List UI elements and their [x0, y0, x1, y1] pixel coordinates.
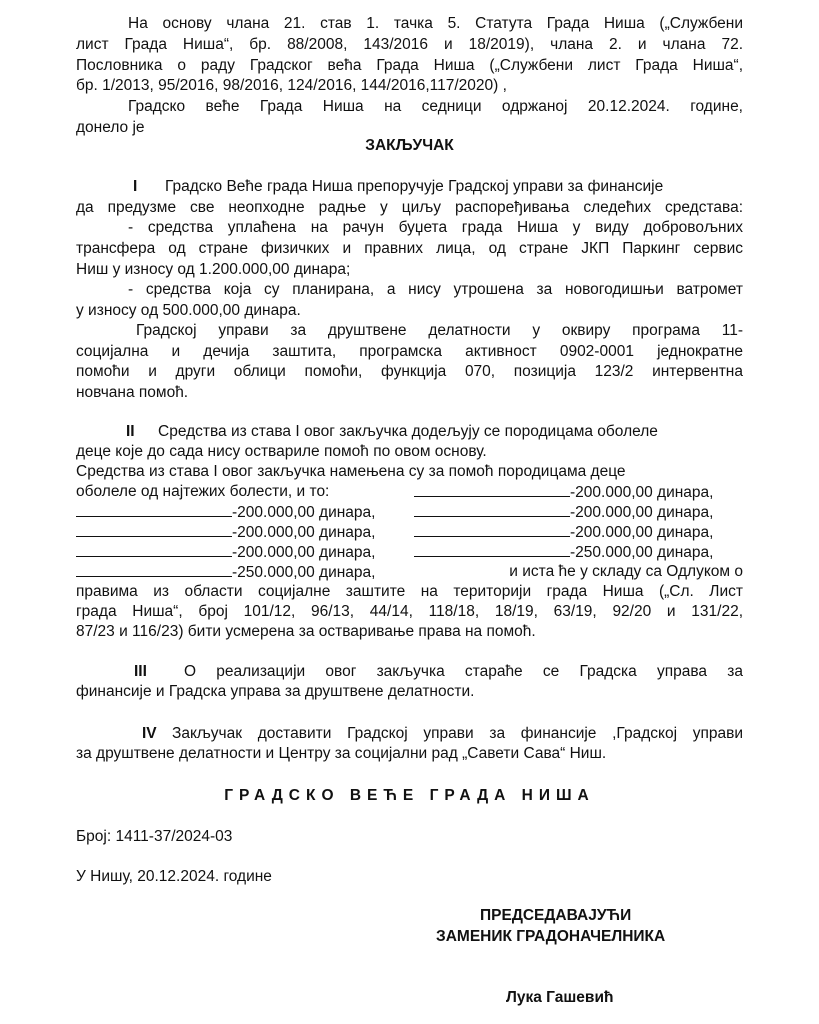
section-1-line: - средства уплаћена на рачун буџета града Ниша у виду добровољних	[128, 219, 743, 236]
amount: -200.000,00 динара,	[232, 504, 376, 521]
preamble-line: бр. 1/2013, 95/2016, 98/2016, 124/2016, 144/2016,117/2020) ,	[76, 77, 507, 94]
section-3	[76, 662, 743, 682]
section-2-number: II	[126, 423, 135, 440]
blank-line	[76, 522, 232, 537]
document-title: ЗАКЉУЧАК	[365, 137, 454, 154]
signature-role: ПРЕДСЕДАВАЈУЋИ	[480, 907, 632, 924]
section-1-line: социјална и дечија заштита, програмска активност 0902-0001 једнократне	[76, 343, 743, 360]
section-1-line: трансфера од стране физичких и правних лица, од стране ЈКП Паркинг сервис	[76, 240, 743, 257]
section-3-line: финансије и Градска управа за друштвене делатности.	[76, 683, 475, 700]
section-1-line: Градско Веће града Ниша препоручује Градској управи за финансије	[165, 178, 664, 195]
section-3-line: О реализацији овог закључка стараће се Градска управа за	[184, 663, 743, 680]
amount: -250.000,00 динара,	[232, 564, 376, 581]
section-2	[76, 422, 743, 442]
amount: -200.000,00 динара,	[570, 524, 714, 541]
amount: -200.000,00 динара,	[570, 484, 714, 501]
preamble-line: На основу члана 21. став 1. тачка 5. Статута Града Ниша („Службени	[128, 15, 743, 32]
section-1-line: Градској управи за друштвене делатности у оквиру програма 11-	[136, 322, 743, 339]
amount: -200.000,00 динара,	[232, 524, 376, 541]
preamble-line: Пословника о раду Градског већа Града Ниша („Службени лист Града Ниша“,	[76, 57, 743, 74]
signatory-name: Лука Гашевић	[506, 989, 614, 1006]
section-2-line: 87/23 и 116/23) бити усмерена за остваривање права на помоћ.	[76, 623, 536, 640]
blank-line	[76, 542, 232, 557]
section-2-line: деце које до сада нису оствариле помоћ по овом основу.	[76, 443, 487, 460]
amount-row	[76, 562, 743, 582]
amount: -200.000,00 динара,	[232, 544, 376, 561]
section-4-line: за друштвене делатности и Центру за социјални рад „Савети Сава“ Ниш.	[76, 745, 607, 762]
section-4-number: IV	[142, 725, 157, 742]
section-4-line: Закључак доставити Градској управи за финансије ,Градској управи	[172, 725, 743, 742]
section-1-line: у износу од 500.000,00 динара.	[76, 302, 301, 319]
preamble-line: Градско веће Града Ниша на седници одржаној 20.12.2024. године,	[128, 98, 743, 115]
document-number: Број: 1411-37/2024-03	[76, 828, 233, 845]
blank-line	[76, 502, 232, 517]
section-1	[76, 177, 743, 197]
section-3-number: III	[134, 663, 147, 680]
section-2-line: Средства из става I овог закључка додељују се породицама оболеле	[158, 423, 658, 440]
section-1-number: I	[133, 178, 138, 195]
preamble-line: лист Града Ниша“, бр. 88/2008, 143/2016 и 18/2019), члана 2. и члана 72.	[76, 36, 743, 53]
section-2-line: и иста ће у складу са Одлуком о	[509, 563, 743, 580]
section-2-line: града Ниша“, број 101/12, 96/13, 44/14, 118/18, 18/19, 63/19, 92/20 и 131/22,	[76, 603, 743, 620]
blank-line	[414, 522, 570, 537]
amount: -200.000,00 динара,	[570, 504, 714, 521]
amount-row	[76, 542, 743, 562]
council-heading: ГРАДСКО ВЕЋЕ ГРАДА НИША	[224, 787, 595, 804]
section-4	[76, 724, 743, 744]
preamble-line: донело је	[76, 119, 145, 136]
section-2-line: правима из области социјалне заштите на територији града Ниша („Сл. Лист	[76, 583, 743, 600]
section-2-line: оболеле од најтежих болести, и то:	[76, 483, 330, 500]
amount-row	[76, 522, 743, 542]
signature-role: ЗАМЕНИК ГРАДОНАЧЕЛНИКА	[436, 928, 666, 945]
amount: -250.000,00 динара,	[570, 544, 714, 561]
amount-row	[76, 482, 743, 502]
blank-line	[414, 542, 570, 557]
blank-line	[414, 482, 570, 497]
blank-line	[414, 502, 570, 517]
section-1-line: помоћи и други облици помоћи, функција 070, позиција 123/2 интервентна	[76, 363, 743, 380]
section-2-line: Средства из става I овог закључка намењена су за помоћ породицама деце	[76, 463, 626, 480]
section-1-line: Ниш у износу од 1.200.000,00 динара;	[76, 261, 351, 278]
section-1-line: новчана помоћ.	[76, 384, 189, 401]
blank-line	[76, 562, 232, 577]
section-1-line: - средства која су планирана, а нису утрошена за новогодишњи ватромет	[128, 281, 743, 298]
section-1-line: да предузме све неопходне радње у циљу распоређивања следећих средстава:	[76, 199, 743, 216]
amount-row	[76, 502, 743, 522]
place-date: У Нишу, 20.12.2024. године	[76, 868, 272, 885]
